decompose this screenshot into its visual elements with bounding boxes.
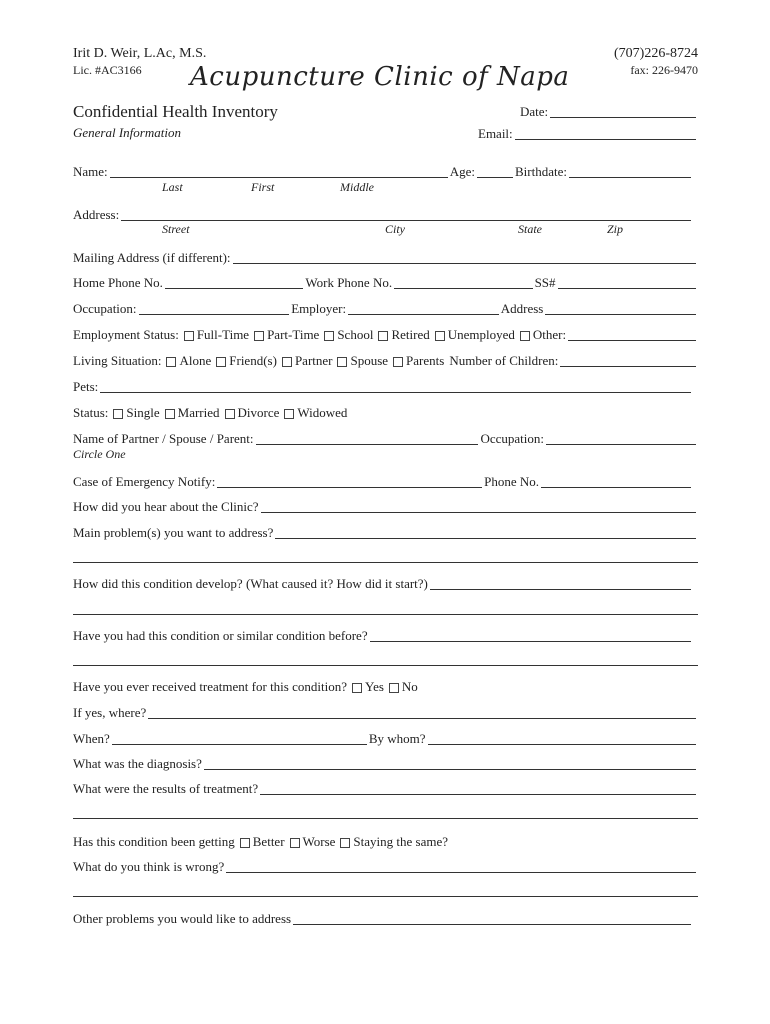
date-label: Date:	[520, 104, 549, 119]
phones-row	[73, 273, 698, 291]
single-label: Single	[126, 405, 160, 420]
email-row	[478, 124, 698, 142]
section-title: General Information	[73, 125, 181, 140]
pets-label: Pets:	[73, 379, 99, 394]
other-employment-field[interactable]	[568, 328, 696, 341]
divorce-checkbox[interactable]	[225, 409, 235, 419]
hear-field[interactable]	[261, 500, 696, 513]
part-time-label: Part-Time	[267, 327, 320, 342]
emergency-contact-field[interactable]	[217, 475, 482, 488]
part-time-checkbox[interactable]	[254, 331, 264, 341]
divorce-label: Divorce	[237, 405, 280, 420]
occupation-row	[73, 299, 698, 317]
school-checkbox[interactable]	[324, 331, 334, 341]
partner-name-field[interactable]	[256, 432, 479, 445]
practitioner-name: Irit D. Weir, L.Ac, M.S.	[73, 46, 207, 61]
diagnosis-field[interactable]	[204, 757, 696, 770]
name-sub-last: Last	[162, 180, 183, 194]
results-label: What were the results of treatment?	[73, 781, 259, 796]
birthdate-field[interactable]	[569, 165, 691, 178]
results-field[interactable]	[260, 782, 696, 795]
school-label: School	[337, 327, 374, 342]
main-problem-extra-line[interactable]	[73, 561, 698, 563]
email-field[interactable]	[515, 127, 696, 140]
employer-field[interactable]	[348, 302, 499, 315]
partner-checkbox[interactable]	[282, 357, 292, 367]
employment-row	[73, 325, 698, 343]
widowed-label: Widowed	[297, 405, 348, 420]
circle-one-note: Circle One	[73, 447, 126, 461]
diagnosis-row	[73, 754, 698, 772]
spouse-checkbox[interactable]	[337, 357, 347, 367]
emergency-label: Case of Emergency Notify:	[73, 474, 216, 489]
address-row	[73, 205, 693, 223]
address-sub-city: City	[385, 222, 405, 236]
clinic-phone: (707)226-8724	[614, 46, 698, 61]
clinic-name: Acupuncture Clinic of Napa	[190, 62, 570, 92]
form-title: Confidential Health Inventory	[73, 102, 278, 121]
worse-label: Worse	[302, 834, 336, 849]
name-sub-first: First	[251, 180, 275, 194]
main-problem-row	[73, 523, 698, 541]
name-row	[73, 162, 693, 180]
status-row	[73, 403, 698, 421]
name-label: Name:	[73, 164, 108, 179]
address-label: Address:	[73, 207, 120, 222]
parents-label: Parents	[406, 353, 445, 368]
no-label: No	[401, 679, 418, 694]
develop-field[interactable]	[430, 577, 691, 590]
wrong-field[interactable]	[226, 860, 696, 873]
work-phone-label: Work Phone No.	[305, 275, 393, 290]
where-field[interactable]	[148, 706, 696, 719]
address-sub-zip: Zip	[607, 222, 624, 236]
no-checkbox[interactable]	[389, 683, 399, 693]
unemployed-label: Unemployed	[447, 327, 515, 342]
other-label: Other:	[532, 327, 567, 342]
date-row	[520, 102, 698, 120]
treatment-label: Have you ever received treatment for this condition?	[73, 679, 347, 694]
parents-checkbox[interactable]	[393, 357, 403, 367]
married-label: Married	[177, 405, 220, 420]
wrong-extra-line[interactable]	[73, 895, 698, 897]
yes-label: Yes	[364, 679, 384, 694]
home-phone-field[interactable]	[165, 276, 303, 289]
age-label: Age:	[449, 164, 475, 179]
getting-label: Has this condition been getting	[73, 834, 235, 849]
employer-address-field[interactable]	[545, 302, 696, 315]
home-phone-label: Home Phone No.	[73, 275, 163, 290]
other-problems-label: Other problems you would like to address	[73, 911, 292, 926]
other-checkbox[interactable]	[520, 331, 530, 341]
partner-name-label: Name of Partner / Spouse / Parent:	[73, 431, 254, 446]
full-time-label: Full-Time	[196, 327, 250, 342]
hear-label: How did you hear about the Clinic?	[73, 499, 259, 514]
hear-row	[73, 497, 698, 515]
address-field[interactable]	[121, 208, 691, 221]
treatment-row	[73, 677, 698, 695]
work-phone-field[interactable]	[394, 276, 532, 289]
emergency-phone-field[interactable]	[541, 475, 691, 488]
wrong-row	[73, 857, 698, 875]
ss-field[interactable]	[558, 276, 696, 289]
status-label: Status:	[73, 405, 109, 420]
retired-checkbox[interactable]	[378, 331, 388, 341]
clinic-fax: fax: 226-9470	[630, 63, 698, 77]
single-checkbox[interactable]	[113, 409, 123, 419]
partner-row	[73, 429, 698, 447]
alone-checkbox[interactable]	[166, 357, 176, 367]
living-row	[73, 351, 698, 369]
spouse-label: Spouse	[350, 353, 389, 368]
partner-occupation-label: Occupation:	[480, 431, 544, 446]
friends-label: Friend(s)	[229, 353, 277, 368]
friends-checkbox[interactable]	[216, 357, 226, 367]
license-number: Lic. #AC3166	[73, 63, 142, 77]
similar-field[interactable]	[370, 629, 691, 642]
other-problems-field[interactable]	[293, 912, 691, 925]
mailing-row	[73, 248, 698, 266]
children-field[interactable]	[560, 354, 696, 367]
employment-label: Employment Status:	[73, 327, 179, 342]
full-time-checkbox[interactable]	[184, 331, 194, 341]
better-label: Better	[252, 834, 285, 849]
where-row	[73, 703, 698, 721]
mailing-field[interactable]	[233, 251, 696, 264]
employer-address-label: Address	[500, 301, 544, 316]
married-checkbox[interactable]	[165, 409, 175, 419]
results-extra-line[interactable]	[73, 817, 698, 819]
name-field[interactable]	[110, 165, 448, 178]
same-label: Staying the same?	[353, 834, 449, 849]
email-label: Email:	[478, 126, 513, 141]
where-label: If yes, where?	[73, 705, 147, 720]
similar-extra-line[interactable]	[73, 664, 698, 666]
mailing-label: Mailing Address (if different):	[73, 250, 231, 265]
develop-row	[73, 574, 693, 592]
emergency-row	[73, 472, 693, 490]
getting-row	[73, 832, 698, 850]
wrong-label: What do you think is wrong?	[73, 859, 225, 874]
living-label: Living Situation:	[73, 353, 162, 368]
employer-label: Employer:	[291, 301, 347, 316]
retired-label: Retired	[391, 327, 430, 342]
unemployed-checkbox[interactable]	[435, 331, 445, 341]
results-row	[73, 779, 698, 797]
by-whom-field[interactable]	[428, 732, 696, 745]
pets-field[interactable]	[100, 380, 691, 393]
name-sub-middle: Middle	[340, 180, 374, 194]
similar-label: Have you had this condition or similar condition before?	[73, 628, 368, 643]
when-row	[73, 729, 698, 747]
partner-label: Partner	[294, 353, 333, 368]
main-problem-label: Main problem(s) you want to address?	[73, 525, 274, 540]
birthdate-label: Birthdate:	[515, 164, 567, 179]
when-field[interactable]	[112, 732, 367, 745]
similar-row	[73, 626, 693, 644]
better-checkbox[interactable]	[240, 838, 250, 848]
partner-occupation-field[interactable]	[546, 432, 696, 445]
alone-label: Alone	[179, 353, 212, 368]
age-field[interactable]	[477, 165, 513, 178]
emergency-phone-label: Phone No.	[484, 474, 539, 489]
when-label: When?	[73, 731, 110, 746]
ss-label: SS#	[534, 275, 556, 290]
diagnosis-label: What was the diagnosis?	[73, 756, 202, 771]
occupation-field[interactable]	[139, 302, 290, 315]
address-sub-street: Street	[162, 222, 190, 236]
date-field[interactable]	[550, 105, 696, 118]
pets-row	[73, 377, 693, 395]
address-sub-state: State	[518, 222, 542, 236]
children-label: Number of Children:	[449, 353, 559, 368]
worse-checkbox[interactable]	[290, 838, 300, 848]
same-checkbox[interactable]	[340, 838, 350, 848]
main-problem-field[interactable]	[275, 526, 696, 539]
develop-label: How did this condition develop? (What caused it? How did it start?)	[73, 576, 428, 591]
by-whom-label: By whom?	[368, 731, 426, 746]
other-problems-row	[73, 909, 693, 927]
develop-extra-line[interactable]	[73, 613, 698, 615]
widowed-checkbox[interactable]	[284, 409, 294, 419]
occupation-label: Occupation:	[73, 301, 137, 316]
yes-checkbox[interactable]	[352, 683, 362, 693]
